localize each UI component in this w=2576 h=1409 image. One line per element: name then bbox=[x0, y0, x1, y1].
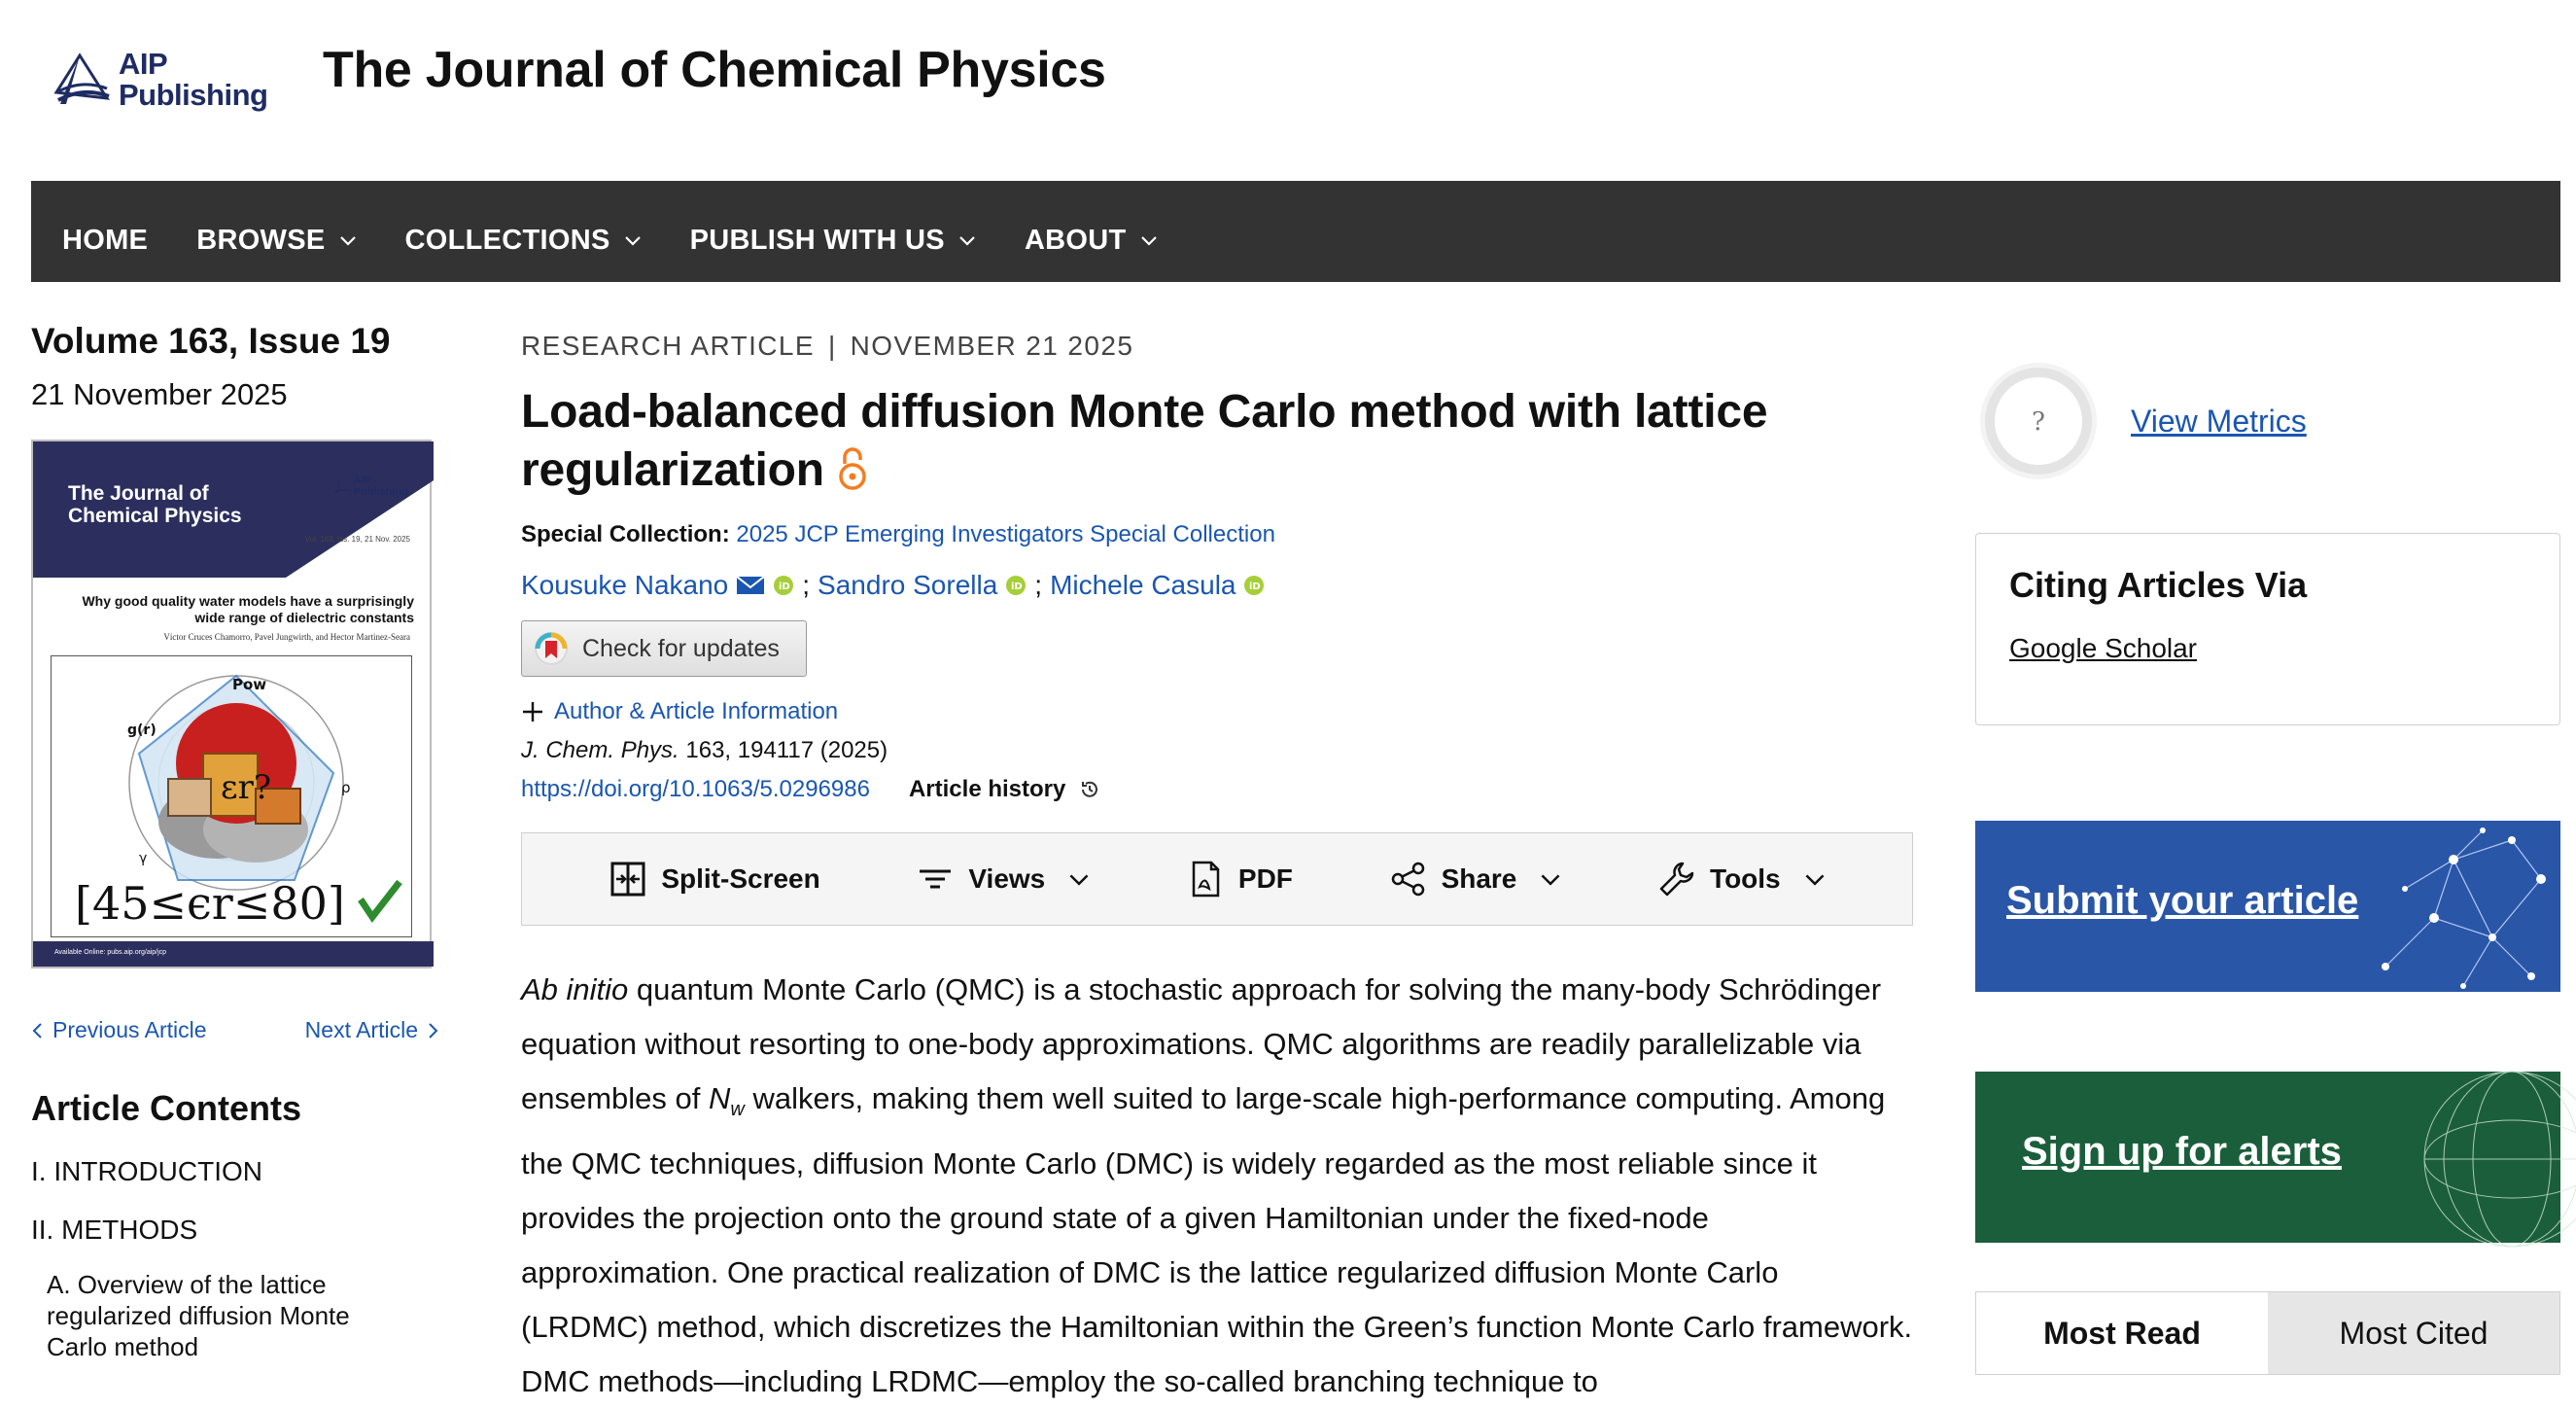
cover-publisher bbox=[332, 475, 408, 498]
author-separator: ; bbox=[1034, 570, 1043, 600]
nav-collections-label: COLLECTIONS bbox=[404, 224, 610, 256]
author-michele-casula[interactable]: Michele Casula bbox=[1050, 570, 1236, 600]
right-sidebar bbox=[1975, 358, 2560, 1375]
sign-up-alerts-banner[interactable] bbox=[1975, 1072, 2560, 1243]
chevron-down-icon bbox=[1068, 868, 1090, 890]
nav-home[interactable] bbox=[62, 225, 148, 257]
cover-headline: Why good quality water models have a surprisingly wide range of dielectric constants bbox=[82, 593, 414, 625]
sign-up-alerts-label: Sign up for alerts bbox=[2022, 1130, 2342, 1173]
cover-artwork bbox=[51, 655, 412, 937]
cover-publisher-line2: Publishing bbox=[353, 486, 408, 498]
cover-footer: Available Online: pubs.aip.org/aip/jcp bbox=[33, 941, 434, 967]
share-dropdown[interactable] bbox=[1389, 860, 1562, 898]
nav-collections[interactable] bbox=[405, 225, 642, 257]
article-contents-title: Article Contents bbox=[31, 1088, 302, 1128]
article-type-separator: | bbox=[827, 331, 837, 361]
svg-text:iD: iD bbox=[1011, 581, 1024, 592]
author-separator: ; bbox=[802, 570, 811, 600]
history-icon bbox=[1079, 779, 1100, 800]
main-nav bbox=[31, 181, 2560, 282]
check-for-updates-label: Check for updates bbox=[582, 634, 780, 662]
special-collection-label: Special Collection: bbox=[521, 521, 730, 547]
pdf-button[interactable] bbox=[1186, 860, 1293, 898]
citing-articles-box bbox=[1975, 533, 2560, 725]
toc-item-introduction[interactable]: I. INTRODUCTION bbox=[31, 1156, 262, 1186]
cover-radar-illustration bbox=[52, 656, 413, 938]
orcid-icon[interactable] bbox=[773, 575, 794, 596]
nav-about-label: ABOUT bbox=[1024, 224, 1127, 256]
open-access-icon bbox=[838, 446, 867, 491]
cover-gr-label: g(r) bbox=[127, 722, 157, 738]
article-type: RESEARCH ARTICLE bbox=[521, 331, 815, 361]
orcid-icon[interactable] bbox=[1243, 575, 1265, 596]
abstract-part-1: quantum Monte Carlo (QMC) is a stochastic approach for solving the many-body Schrödinger equation without resorting to one-body approximations. QMC algorithms are readily parallelizable via ensembles of bbox=[521, 972, 1882, 1115]
author-list bbox=[521, 570, 1913, 601]
logo-line-1: AIP bbox=[119, 47, 168, 81]
cover-formula: [45≤ϵr≤80] bbox=[75, 877, 345, 930]
svg-text:iD: iD bbox=[779, 581, 790, 592]
popular-articles-tabs bbox=[1975, 1291, 2560, 1375]
citation-volume: 163, 194117 (2025) bbox=[679, 737, 888, 763]
cover-authors: Víctor Cruces Chamorro, Pavel Jungwirth, and Hector Martinez-Seara bbox=[163, 632, 410, 642]
chevron-down-icon bbox=[958, 231, 976, 249]
split-screen-icon bbox=[609, 860, 647, 898]
logo-line-2: Publishing bbox=[119, 78, 268, 112]
article-meta-line bbox=[521, 331, 1913, 362]
abstract-nw: N bbox=[709, 1081, 731, 1115]
plus-icon bbox=[521, 700, 544, 723]
view-metrics-link[interactable]: View Metrics bbox=[2131, 403, 2307, 439]
special-collection-link[interactable]: 2025 JCP Emerging Investigators Special Collection bbox=[736, 521, 1275, 547]
aip-logo-icon bbox=[51, 50, 111, 110]
cover-gamma-label: γ bbox=[139, 851, 148, 866]
toc-subitem-overview[interactable]: A. Overview of the lattice regularized diffusion Monte Carlo method bbox=[47, 1270, 350, 1361]
abstract-part-2: walkers, making them well suited to large-scale high-performance computing. Among the QMC techniques, diffusion Monte Carlo (DMC) is widely regarded as the most reliable since it provides the projection onto the ground state of a given Hamiltonian under the fixed-node approximation. One practical realization of DMC is the lattice regularized diffusion Monte Carlo (LRDMC) method, which discretizes the Hamiltonian within the Green’s function Monte Carlo framework. DMC methods—including LRDMC—employ the so-called branching technique to bbox=[521, 1081, 1913, 1399]
svg-text:iD: iD bbox=[1249, 581, 1262, 592]
journal-title[interactable]: The Journal of Chemical Physics bbox=[323, 42, 1106, 98]
email-icon[interactable] bbox=[736, 575, 765, 596]
article-title-text: Load-balanced diffusion Monte Carlo method with lattice regularization bbox=[521, 386, 1768, 496]
chevron-left-icon bbox=[31, 1022, 43, 1039]
cover-journal-title: The Journal of Chemical Physics bbox=[68, 482, 242, 527]
volume-title[interactable]: Volume 163, Issue 19 bbox=[31, 321, 391, 361]
cover-volume-line: Vol. 163, Iss. 19, 21 Nov. 2025 bbox=[304, 535, 410, 544]
network-graphic bbox=[2347, 821, 2560, 992]
metrics-row bbox=[1975, 358, 2560, 484]
article-toolbar bbox=[521, 832, 1913, 926]
altmetric-badge-icon[interactable] bbox=[1975, 358, 2102, 484]
pdf-icon bbox=[1186, 860, 1225, 898]
issue-sidebar bbox=[31, 321, 439, 1362]
nav-about[interactable] bbox=[1025, 225, 1158, 257]
chevron-down-icon bbox=[1804, 868, 1826, 890]
google-scholar-link[interactable]: Google Scholar bbox=[2009, 633, 2198, 663]
special-collection bbox=[521, 521, 1913, 548]
nav-publish-with-us[interactable] bbox=[690, 225, 976, 257]
citing-articles-title: Citing Articles Via bbox=[2009, 565, 2308, 605]
cover-rho-label: ρ bbox=[341, 779, 351, 796]
check-icon bbox=[361, 882, 400, 917]
metrics-badge-text: ? bbox=[2032, 407, 2045, 437]
citation-line bbox=[521, 737, 1913, 764]
author-sandro-sorella[interactable]: Sandro Sorella bbox=[818, 570, 998, 600]
split-screen-button[interactable] bbox=[609, 860, 819, 898]
views-icon bbox=[916, 860, 955, 898]
cover-er-label: εr? bbox=[221, 768, 272, 807]
cover-pow-label: Pow bbox=[232, 676, 267, 693]
chevron-down-icon bbox=[1140, 231, 1158, 249]
article-pager bbox=[31, 1017, 439, 1043]
nav-home-label: HOME bbox=[62, 224, 149, 256]
views-label: Views bbox=[968, 863, 1046, 894]
aip-publishing-logo[interactable] bbox=[51, 49, 267, 111]
nav-browse[interactable] bbox=[196, 225, 356, 257]
split-screen-label: Split-Screen bbox=[661, 863, 820, 894]
cover-publisher-line1: AIP bbox=[353, 475, 372, 486]
submit-article-banner[interactable] bbox=[1975, 821, 2560, 992]
article-history-toggle[interactable] bbox=[909, 776, 1100, 803]
author-kousuke-nakano[interactable]: Kousuke Nakano bbox=[521, 570, 729, 600]
views-dropdown[interactable] bbox=[916, 860, 1090, 898]
submit-article-label: Submit your article bbox=[2006, 879, 2359, 922]
chevron-down-icon bbox=[339, 231, 357, 249]
chevron-right-icon bbox=[428, 1022, 439, 1039]
next-article-label: Next Article bbox=[304, 1017, 418, 1042]
pdf-label: PDF bbox=[1237, 863, 1293, 894]
abstract-text bbox=[521, 963, 1913, 1409]
tab-most-cited[interactable]: Most Cited bbox=[2268, 1292, 2559, 1374]
abstract-italic-lead: Ab initio bbox=[521, 972, 629, 1006]
orcid-icon[interactable] bbox=[1005, 575, 1027, 596]
previous-article-label: Previous Article bbox=[52, 1017, 207, 1042]
abstract-nw-sub: w bbox=[730, 1099, 745, 1121]
next-article-link[interactable] bbox=[305, 1017, 439, 1043]
tab-most-read[interactable]: Most Read bbox=[1976, 1292, 2268, 1374]
issue-date: 21 November 2025 bbox=[31, 377, 288, 411]
site-header bbox=[0, 0, 2576, 181]
article-history-label: Article history bbox=[908, 776, 1066, 802]
tools-dropdown[interactable] bbox=[1657, 860, 1826, 898]
check-for-updates-button[interactable] bbox=[521, 620, 807, 677]
author-article-info-toggle[interactable] bbox=[521, 698, 1913, 725]
share-icon bbox=[1389, 860, 1428, 898]
nav-publish-label: PUBLISH WITH US bbox=[689, 224, 945, 256]
chevron-down-icon bbox=[1540, 868, 1561, 890]
issue-cover-image[interactable] bbox=[31, 440, 432, 969]
nav-browse-label: BROWSE bbox=[196, 224, 326, 256]
aip-logo-icon bbox=[332, 477, 350, 495]
article-title bbox=[521, 383, 1913, 500]
previous-article-link[interactable] bbox=[31, 1017, 207, 1043]
author-article-info-label: Author & Article Information bbox=[554, 698, 839, 724]
share-label: Share bbox=[1441, 863, 1517, 894]
tools-label: Tools bbox=[1710, 863, 1781, 894]
article-date: NOVEMBER 21 2025 bbox=[850, 331, 1134, 361]
crossmark-icon bbox=[534, 631, 569, 666]
globe-graphic bbox=[2347, 1072, 2560, 1243]
citation-journal: J. Chem. Phys. bbox=[521, 737, 679, 763]
wrench-icon bbox=[1657, 860, 1696, 898]
doi-row bbox=[521, 776, 1913, 803]
doi-link[interactable]: https://doi.org/10.1063/5.0296986 bbox=[521, 776, 870, 802]
article-main bbox=[521, 331, 1913, 1409]
toc-item-methods[interactable]: II. METHODS bbox=[31, 1215, 198, 1245]
chevron-down-icon bbox=[624, 231, 642, 249]
